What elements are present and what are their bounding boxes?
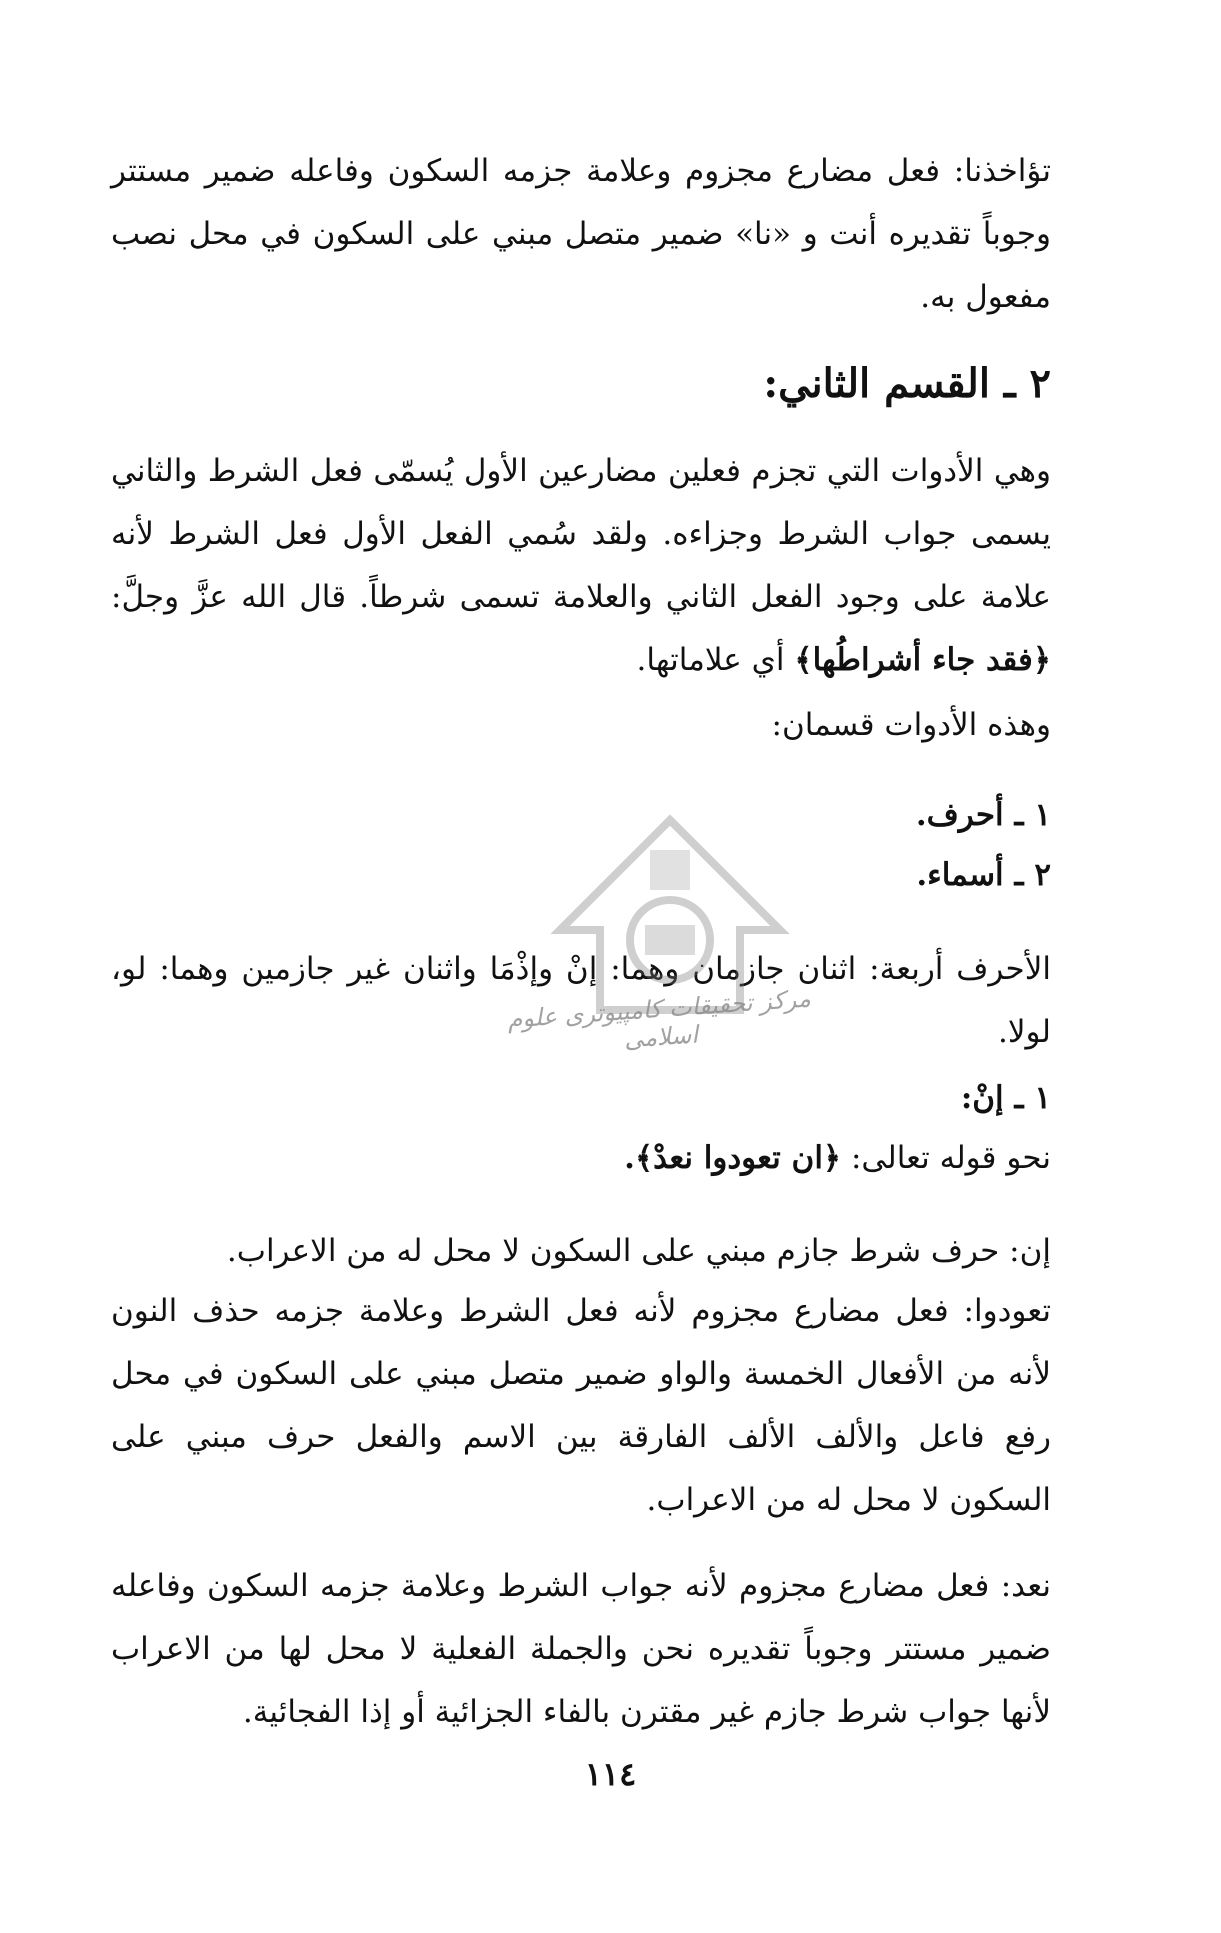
paragraph-4: الأحرف أربعة: اثنان جازمان وهما: إنْ وإذْمَا واثنان غير جازمين وهما: لو، لولا.	[111, 951, 1051, 1050]
list-item-1: ١ ـ أحرف.	[915, 797, 1051, 833]
quran-quote-2: ﴿ان تعودوا نعدْ﴾.	[624, 1140, 842, 1176]
page-number: ١١٤	[584, 1755, 637, 1793]
subheading-in: ١ ـ إنْ:	[960, 1080, 1051, 1116]
paragraph-6: تعودوا: فعل مضارع مجزوم لأنه فعل الشرط وعلامة جزمه حذف النون لأنه من الأفعال الخمسة والواو ضمير متصل مبني على السكون في محل رفع فاعل والألف الألف الفارقة بين الاسم والفعل حرف مبني على السكون لا محل له من الاعراب.	[111, 1293, 1051, 1518]
paragraph-3: وهذه الأدوات قسمان:	[771, 707, 1051, 743]
watermark-text: مرکز تحقیقات کامپیوتری علوم اسلامی	[506, 984, 812, 1054]
paragraph-2-end: أي علاماتها.	[636, 642, 785, 678]
quran-quote-1: ﴿فقد جاء أشراطُها﴾	[794, 642, 1051, 678]
paragraph-5: إن: حرف شرط جازم مبني على السكون لا محل له من الاعراب.	[226, 1233, 1051, 1269]
paragraph-2	[111, 440, 1051, 692]
example-line	[624, 1128, 1051, 1188]
section-heading: ٢ ـ القسم الثاني:	[763, 360, 1051, 407]
paragraph-1: تؤاخذنا: فعل مضارع مجزوم وعلامة جزمه السكون وفاعله ضمير مستتر وجوباً تقديره أنت و «نا» ضمير متصل مبني على السكون في محل نصب مفعول به.	[111, 153, 1051, 315]
paragraph-2-text: وهي الأدوات التي تجزم فعلين مضارعين الأول يُسمّى فعل الشرط والثاني يسمى جواب الشرط وجزاءه. ولقد سُمي الفعل الأول فعل الشرط لأنه علامة على وجود الفعل الثاني والعلامة تسمى شرطاً. قال الله عزَّ وجلَّ:	[111, 453, 1051, 615]
example-lead: نحو قوله تعالى:	[850, 1140, 1051, 1176]
list-item-2: ٢ ـ أسماء.	[916, 857, 1051, 893]
paragraph-7: نعد: فعل مضارع مجزوم لأنه جواب الشرط وعلامة جزمه السكون وفاعله ضمير مستتر وجوباً تقديره نحن والجملة الفعلية لا محل لها من الاعراب لأنها جواب شرط جازم غير مقترن بالفاء الجزائية أو إذا الفجائية.	[111, 1568, 1052, 1730]
